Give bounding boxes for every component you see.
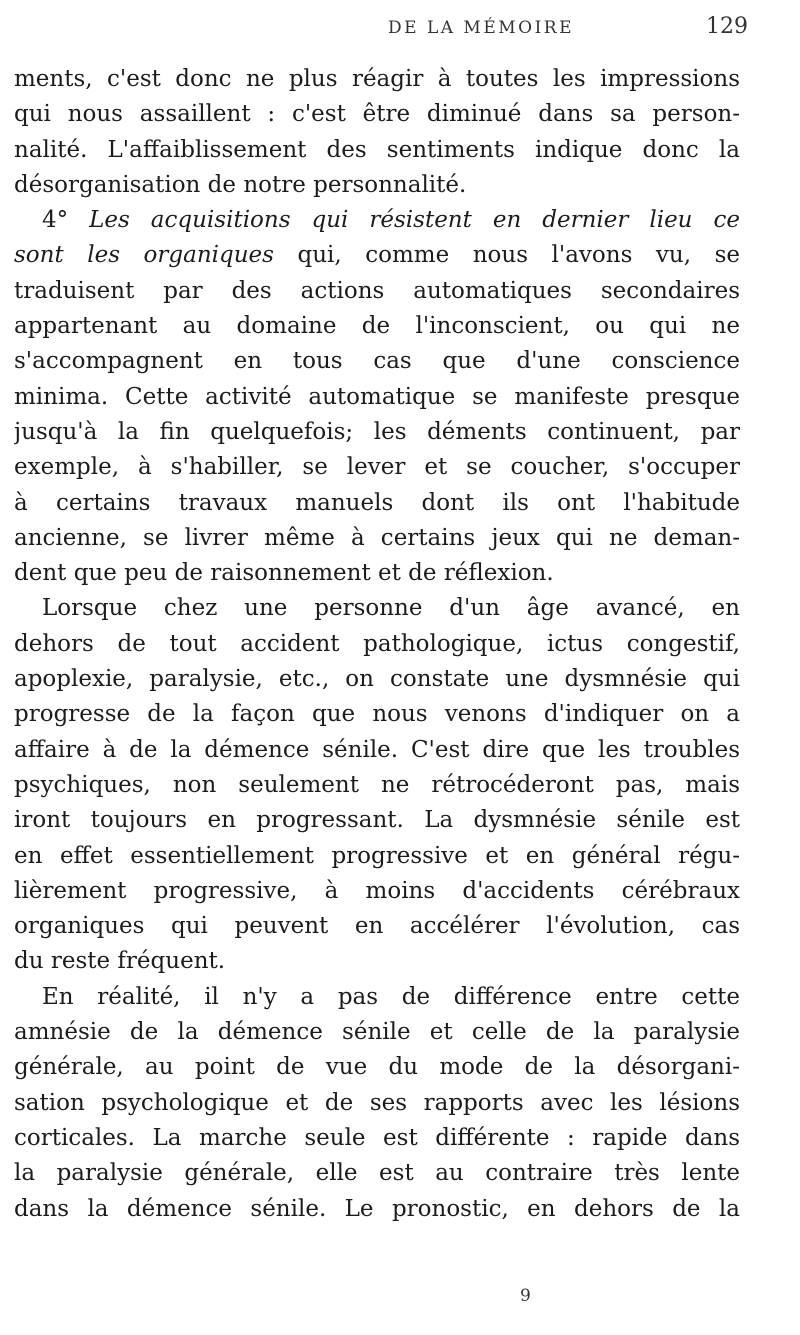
text-line: qui nous assaillent : c'est être diminué dans sa person-	[14, 101, 740, 128]
text-line: nalité. L'affaiblissement des sentiments indique donc la	[14, 136, 740, 163]
running-title: DE LA MÉMOIRE	[388, 18, 574, 38]
running-head	[0, 14, 800, 54]
text-line: dehors de tout accident pathologique, ictus congestif,	[14, 630, 740, 657]
text-line: apoplexie, paralysie, etc., on constate une dysmnésie qui	[14, 666, 740, 693]
text-line	[14, 238, 740, 273]
text-line: organiques qui peuvent en accélérer l'évolution, cas	[14, 913, 740, 940]
text-line: Lorsque chez une personne d'un âge avancé, en	[42, 595, 740, 622]
text-line: en effet essentiellement progressive et en général régu-	[14, 842, 740, 869]
text-line: sation psychologique et de ses rapports avec les lésions	[14, 1089, 740, 1116]
signature-mark: 9	[520, 1286, 531, 1306]
italic-heading: sont les organiques	[14, 242, 274, 269]
text-line: jusqu'à la fin quelquefois; les déments continuent, par	[14, 418, 740, 445]
text-line: la paralysie générale, elle est au contraire très lente	[14, 1160, 740, 1187]
text-line: minima. Cette activité automatique se manifeste presque	[14, 383, 740, 410]
text-line: dans la démence sénile. Le pronostic, en dehors de la	[14, 1195, 740, 1222]
text-line: iront toujours en progressant. La dysmnésie sénile est	[14, 807, 740, 834]
text-line: exemple, à s'habiller, se lever et se coucher, s'occuper	[14, 454, 740, 481]
text-line: amnésie de la démence sénile et celle de la paralysie	[14, 1019, 740, 1046]
text-line: psychiques, non seulement ne rétrocéderont pas, mais	[14, 771, 740, 798]
text-line: dent que peu de raisonnement et de réflexion.	[14, 560, 554, 587]
body-text	[14, 62, 740, 1227]
section-number: 4°	[42, 207, 90, 234]
text-line: traduisent par des actions automatiques secondaires	[14, 277, 740, 304]
page-number: 129	[706, 14, 748, 39]
text-line: corticales. La marche seule est différente : rapide dans	[14, 1124, 740, 1151]
text-line: appartenant au domaine de l'inconscient, ou qui ne	[14, 313, 740, 340]
text-line: affaire à de la démence sénile. C'est dire que les troubles	[14, 736, 740, 763]
text-line: En réalité, il n'y a pas de différence entre cette	[42, 983, 740, 1010]
text-line: ments, c'est donc ne plus réagir à toutes les impressions	[14, 66, 740, 92]
text-line: s'accompagnent en tous cas que d'une conscience	[14, 348, 740, 375]
text-line: ancienne, se livrer même à certains jeux qui ne deman-	[14, 524, 740, 551]
text-line: générale, au point de vue du mode de la désorgani-	[14, 1054, 740, 1081]
text-line: désorganisation de notre personnalité.	[14, 171, 467, 198]
text-line: du reste fréquent.	[14, 948, 226, 975]
text-run: qui, comme nous l'avons vu, se	[273, 242, 740, 269]
text-line	[14, 203, 740, 238]
italic-heading: Les acquisitions qui résistent en dernier lieu ce	[89, 207, 740, 234]
text-line: lièrement progressive, à moins d'accidents cérébraux	[14, 877, 740, 904]
text-line: à certains travaux manuels dont ils ont l'habitude	[14, 489, 740, 516]
text-line: progresse de la façon que nous venons d'indiquer on a	[14, 701, 740, 728]
